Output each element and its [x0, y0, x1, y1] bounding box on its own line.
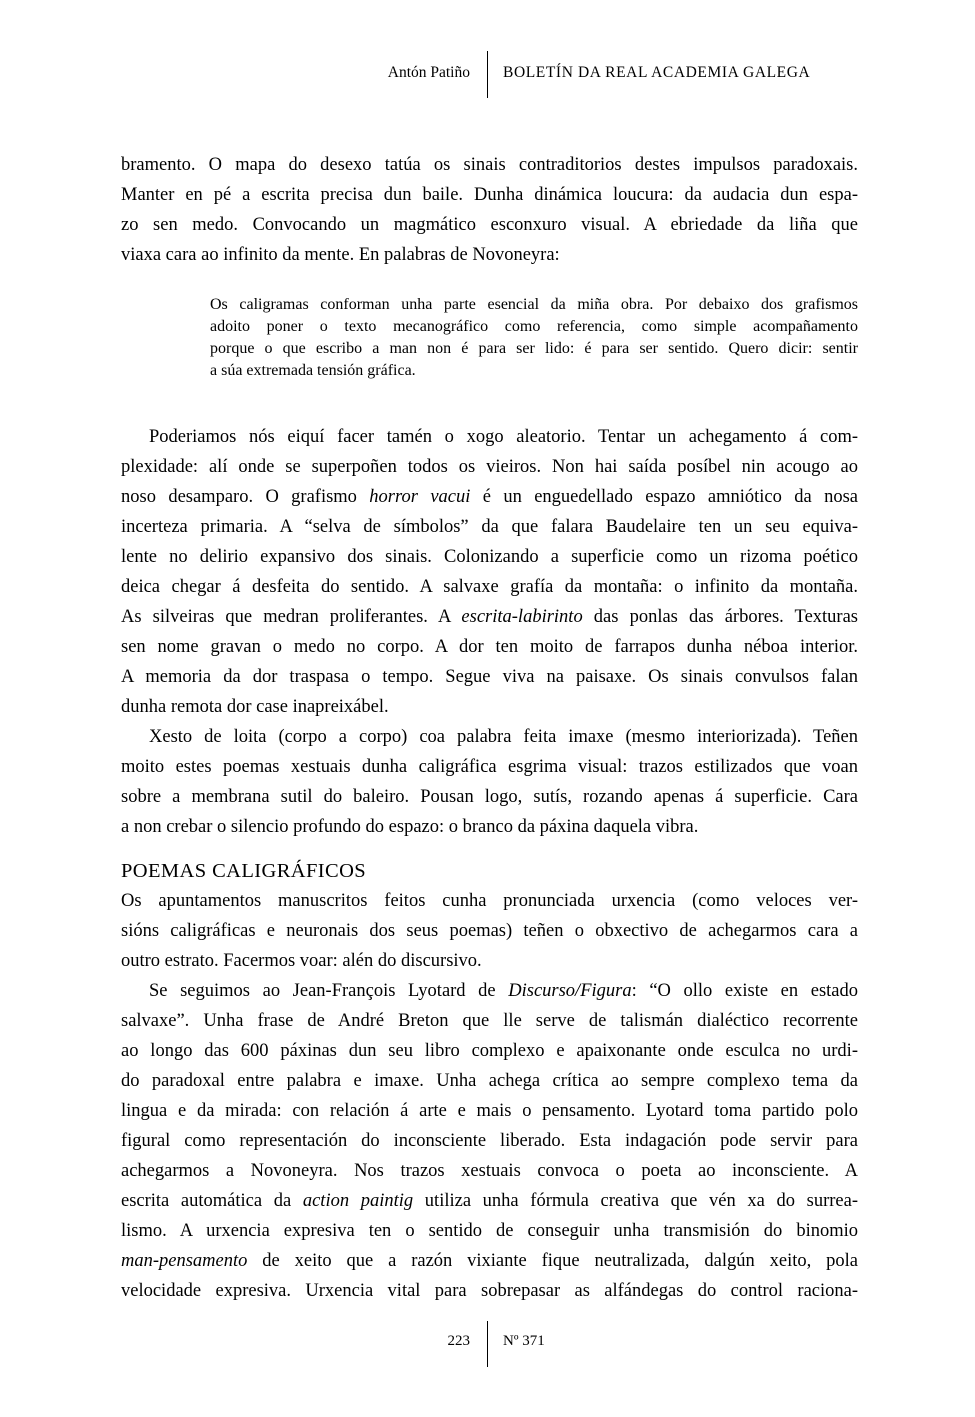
text-segment: dunha remota dor case inapreixábel. [121, 697, 389, 717]
text-segment: sobre a membrana sutil do baleiro. Pousan logo, sutís, rozando apenas á superficie. Cara [121, 787, 858, 807]
italic-phrase: man-pensamento [121, 1251, 248, 1271]
text-segment: é un enguedellado espazo amniótico da nosa [470, 487, 858, 507]
text-segment: Xesto de loita (corpo a corpo) coa palabra feita imaxe (mesmo interiorizada). Teñen [149, 727, 858, 747]
italic-phrase: escrita-labirinto [461, 607, 583, 627]
journal-title: BOLETÍN DA REAL ACADEMIA GALEGA [503, 64, 811, 81]
text-segment: velocidade expresiva. Urxencia vital para sobrepasar as alfándegas do control raciona- [121, 1281, 858, 1301]
paragraph [121, 722, 858, 842]
text-segment: viaxa cara ao infinito da mente. En palabras de Novoneyra: [121, 245, 560, 265]
text-line [121, 632, 858, 662]
text-segment: ao longo das 600 páxinas dun seu libro complexo e apaixonante onde esculca no urdi- [121, 1041, 858, 1061]
header-divider [487, 51, 488, 98]
text-segment: Manter en pé a escrita precisa dun baile. Dunha dinámica loucura: da audacia dun espa- [121, 185, 858, 205]
text-segment: lingua e da mirada: con relación á arte e mais o pensamento. Lyotard toma partido polo [121, 1101, 858, 1121]
text-line [121, 752, 858, 782]
text-segment: figural como representación do inconsciente liberado. Esta indagación pode servir para [121, 1131, 858, 1151]
text-segment: lente no delirio expansivo dos sinais. Colonizando a superficie como un rizoma poético [121, 547, 858, 567]
text-line [121, 1186, 858, 1216]
text-segment: das ponlas das árbores. Texturas [582, 607, 858, 627]
text-line [121, 662, 858, 692]
text-segment: porque o que escribo a man non é para ser lido: é para ser sentido. Quero dicir: sentir [210, 340, 858, 357]
text-line [121, 180, 858, 210]
text-segment: escrita automática da [121, 1191, 303, 1211]
text-segment: zo sen medo. Convocando un magmático esconxuro visual. A ebriedade da liña que [121, 215, 858, 235]
author-name: Antón Patiño [387, 64, 470, 81]
italic-phrase: action paintig [302, 1191, 414, 1211]
text-line [210, 294, 858, 316]
text-line [121, 1216, 858, 1246]
paragraph [121, 422, 858, 722]
text-line [121, 1156, 858, 1186]
text-segment: achegarmos a Novoneyra. Nos trazos xestuais convoca o poeta ao inconsciente. A [121, 1161, 858, 1181]
text-line [121, 976, 858, 1006]
text-segment: bramento. O mapa do desexo tatúa os sinais contraditorios destes impulsos paradoxais. [121, 155, 858, 175]
text-segment: A memoria da dor traspasa o tempo. Segue viva na paisaxe. Os sinais convulsos falan [121, 667, 858, 687]
text-line [121, 1066, 858, 1096]
text-segment: moito estes poemas xestuais dunha caligráfica esgrima visual: trazos estilizados que voan [121, 757, 858, 777]
text-line [121, 946, 858, 976]
text-segment: outro estrato. Facermos voar: alén do discursivo. [121, 951, 482, 971]
text-segment: adoito poner o texto mecanográfico como referencia, como simple acompañamento [210, 318, 858, 335]
text-segment: plexidade: alí onde se superpoñen todos os vieiros. Non hai saída posíbel nin acougo ao [121, 457, 858, 477]
text-segment: incerteza primaria. A “selva de símbolos” da que falara Baudelaire ten un seu equiva- [121, 517, 858, 537]
text-line [121, 452, 858, 482]
text-line [121, 572, 858, 602]
text-line [121, 1006, 858, 1036]
text-line [121, 1126, 858, 1156]
text-line [121, 1036, 858, 1066]
text-line [121, 150, 858, 180]
text-line [121, 1096, 858, 1126]
italic-phrase: Discurso/Figura [508, 981, 632, 1001]
text-segment: sións caligráficas e neuronais dos seus poemas) teñen o obxectivo de achegarmos cara a [121, 921, 858, 941]
text-segment: As silveiras que medran proliferantes. A [121, 607, 462, 627]
text-segment: sen nome gravan o medo no corpo. A dor ten moito de farrapos dunha néboa interior. [121, 637, 858, 657]
blockquote [210, 294, 858, 382]
paragraph [121, 976, 858, 1306]
text-line [121, 210, 858, 240]
text-line [121, 240, 858, 270]
text-line [210, 360, 858, 382]
text-line [121, 722, 858, 752]
text-segment: a súa extremada tensión gráfica. [210, 362, 416, 379]
text-line [121, 916, 858, 946]
text-line [121, 812, 858, 842]
text-segment: Os apuntamentos manuscritos feitos cunha pronunciada urxencia (como veloces ver- [121, 891, 858, 911]
footer-divider [487, 1321, 488, 1367]
text-segment: a non crebar o silencio profundo do espazo: o branco da páxina daquela vibra. [121, 817, 699, 837]
text-line [121, 782, 858, 812]
text-line [121, 422, 858, 452]
text-line [121, 602, 858, 632]
text-line [121, 886, 858, 916]
text-line [121, 542, 858, 572]
text-line [121, 692, 858, 722]
text-segment: lismo. A urxencia expresiva ten o sentido de conseguir unha transmisión do binomio [121, 1221, 858, 1241]
text-segment: salvaxe”. Unha frase de André Breton que lle serve de talismán dialéctico recorrente [121, 1011, 858, 1031]
text-segment: utiliza unha fórmula creativa que vén xa do surrea- [413, 1191, 859, 1211]
text-line [210, 316, 858, 338]
text-segment: Os caligramas conforman unha parte esencial da miña obra. Por debaixo dos grafismos [210, 296, 858, 313]
text-line [210, 338, 858, 360]
text-segment: deica chegar á desfeita do sentido. A salvaxe grafía da montaña: o infinito da montaña. [121, 577, 858, 597]
text-line [121, 1276, 858, 1306]
text-line [121, 482, 858, 512]
issue-number: Nº 371 [503, 1333, 545, 1349]
article-body [121, 150, 858, 1306]
text-line [121, 1246, 858, 1276]
italic-phrase: horror vacui [369, 487, 471, 507]
text-segment: Se seguimos ao Jean-François Lyotard de [149, 981, 509, 1001]
section-heading: POEMAS CALIGRÁFICOS [121, 860, 367, 882]
paragraph [121, 886, 858, 976]
page-number: 223 [447, 1333, 470, 1349]
text-segment: Poderiamos nós eiquí facer tamén o xogo aleatorio. Tentar un achegamento á com- [149, 427, 858, 447]
text-segment: noso desamparo. O grafismo [121, 487, 370, 507]
text-segment: : “O ollo existe en estado [631, 981, 858, 1001]
text-segment: de xeito que a razón vixiante fique neutralizada, dalgún xeito, pola [247, 1251, 858, 1271]
text-segment: do paradoxal entre palabra e imaxe. Unha achega crítica ao sempre complexo tema da [121, 1071, 858, 1091]
paragraph [121, 150, 858, 270]
text-line [121, 512, 858, 542]
